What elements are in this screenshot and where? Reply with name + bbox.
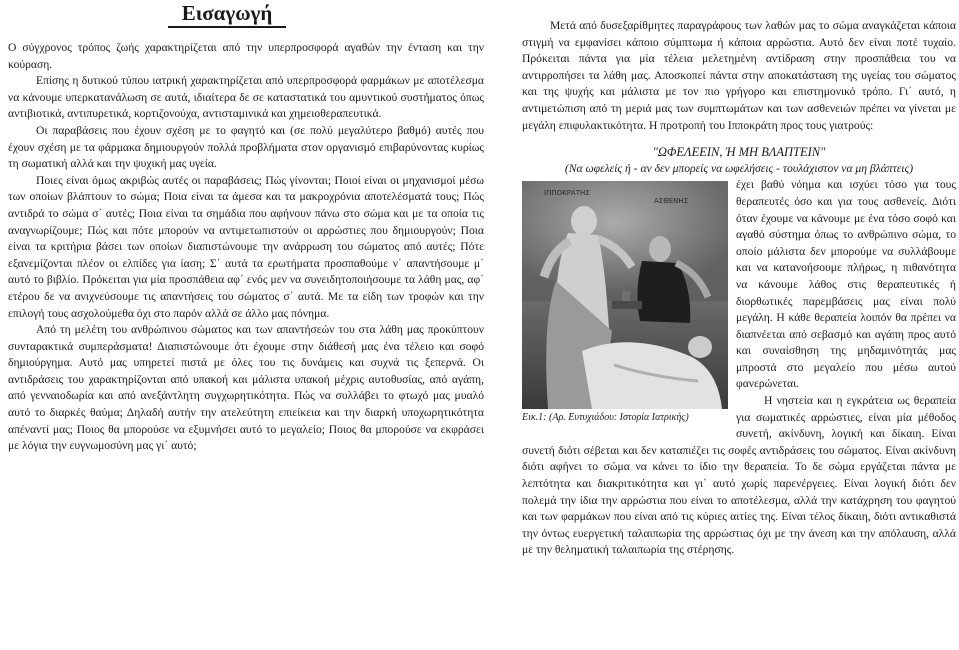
paragraph: Μετά από δυσεξαρίθμητες παραγράφους των λαθών μας το σώμα αναγκάζεται κάποια στιγμή να εμφανίσει κάποιο σύμπτωμα ή κάποια αρρώστια. Αυτό δεν είναι ποτέ τυχαίο. Πρόκειται πάντα για μία τέλεια μελετημένη αντίδραση στην προσπάθεια του να αντιρροπήσει τα λάθη μας. Αποσκοπεί πάντα στην αποκατάσταση της υγείας του σώματος και της ψυχής και μάλιστα με τον πιο γρήγορο και επιστημονικό τρόπο. Γι΄ αυτό, η αντιμετώπιση από τη μεριά μας των συμπτωμάτων και των ασθενειών πρέπει να γίνεται με μεγάλη επιφυλακτικότητα. Η προτροπή του Ιπποκράτη προς τους γιατρούς: [522,19,956,132]
figure-caption: Εικ.1: (Αρ. Ευτυχιάδου: Ιστορία Ιατρικής) [522,412,689,424]
hippocrates-motto [522,144,956,177]
paragraph: Ο σύγχρονος τρόπος ζωής χαρακτηρίζεται από την υπερπροσφορά αγαθών την ένταση και την κούραση. [8,41,484,71]
paragraph: Από τη μελέτη του ανθρώπινου σώματος και των απαντήσεών του στα λάθη μας προκύπτουν συνταρακτικά συμπεράσματα! Διαπιστώνουμε ότι έχουμε στην διάθεσή μας ένα τέλειο και σοφό δημιούργημα. Αυτό μας υπηρετεί πιστά με όλες του τις δυνάμεις και συχνά τις ξεπερνά. Οι αντιδράσεις του χαρακτηρίζονται από υπακοή και μάλιστα υπακοή μέχρις αυτοθυσίας, από αγάπη, από γενναιοδωρία και από ανεξάντλητη συγχωρητικότητα. Πώς να συλλάβει το φτωχό μας μυαλό αυτό το διαρκές θαύμα; Δηλαδή αυτήν την ατελεύτητη επιείκεια και την διαρκή υποχωρητικότητα απέναντί μας; Ποιος θα μπορούσε να εξυμνήσει αυτό το μεγαλείο; Ποιος θα μπορούσε να εκφράσει με λόγια την ευγνωμοσύνη μας γι΄ αυτό; [8,323,484,453]
motto-quote: "ΩΦΕΛΕΕΙΝ, Ή ΜΗ ΒΛΑΠΤΕΙΝ" [652,145,826,160]
paragraph: Ποιες είναι όμως ακριβώς αυτές οι παραβάσεις; Πώς γίνονται; Ποιοί είναι οι μηχανισμοί μέσω των οποίων βλάπτουν το σώμα; Ποια είναι τα άμεσα και τα μακροχρόνια αποτελέσματά τους; Πώς αντιδρά το σώμα σ΄ αυτές; Ποια είναι τα σημάδια που αφήνουν πάνω στο σώμα και με τα οποία τις αναγνωρίζουμε; Πώς και πότε μπορούν να αντιμετωπιστούν οι αρρώστιες που δημιουργούν; Ποια είναι τα κριτήρια βάσει των οποίων διαπιστώνουμε την ανάρρωση του σώματος από αυτές; Πότε εξανεμίζονται πλέον οι ελπίδες για ίαση; Σ΄ αυτά τα ερωτήματα προσπαθούμε ν΄ απαντήσουμε μ΄ αυτό το βιβλίο. Πρόκειται για μία προσπάθεια αφ΄ ενός μεν να συνειδητοποιήσουμε τα λάθη μας, αφ΄ ετέρου δε να ανιχνεύσουμε τις απαντήσεις του σώματος σ΄ αυτά. Με τα είδη των τροφών και την επιλογή τους ασχολούμεθα όχι στο παρόν αλλά σε άλλο μας πόνημα. [8,173,484,320]
paragraph: Οι παραβάσεις που έχουν σχέση με το φαγητό και (σε πολύ μεγαλύτερο βαθμό) αυτές που έχουν σχέση με τα φάρμακα δημιουργούν πολλά προβλήματα στον οργανισμό επιβαρύνοντας κυρίως τη σωματική αλλά και την ψυχική μας υγεία. [8,123,484,171]
motto-subtitle: (Να ωφελείς ή - αν δεν μπορείς να ωφελήσεις - τουλάχιστον να μη βλάπτεις) [564,161,914,175]
painting-image [522,181,728,409]
page-title: Εισαγωγή [168,0,286,28]
inscription-left: ΙΠΠΟΚΡΑΤΗΣ [544,189,590,198]
paragraph: Επίσης η δυτικού τύπου ιατρική χαρακτηρίζεται από υπερπροσφορά φαρμάκων με αποτέλεσμα να κάνουμε υπερκατανάλωση σε αυτά, ιδιαίτερα δε σε καταστατικά του αμυντικού συστήματος όπως αντιβιοτικά, αντιπυρετικά, κορτιζονούχα, αντισταμινικά και χημειοθεραπευτικά. [8,74,484,121]
paragraph: έχει βαθύ νόημα και ισχύει τόσο για τους θεραπευτές όσο και για τους ασθενείς. Διότι όταν έχουμε να κάνουμε με ένα τόσο σοφό και αγαθό σύστημα όπως το ανθρώπινο σώμα, το οποίο μάλιστα δεν μπορούμε να συλλάβουμε και να κατανοήσουμε πλήρως, η πιθανότητα να κάνουμε λάθος στις θεραπευτικές ή διορθωτικές παρεμβάσεις μας είναι πολύ μεγάλη. Η κάθε θεραπεία λοιπόν θα πρέπει να διαπνέεται από σεβασμό και αγάπη προς αυτό και συναίσθηση της μηδαμινότητάς μας μπροστά στο μεγαλείο που μέσω αυτού φανερώνεται. [736,178,956,391]
right-column [522,18,956,559]
left-column [8,40,484,455]
inscription-right: ΑΣΘΕΝΗΣ [654,197,689,206]
figure [522,181,728,427]
paragraph: Η νηστεία και η εγκράτεια ως θεραπεία για σωματικές αρρώστιες, είναι μία μέθοδος συνετή, ακίνδυνη, λογική και δίκαιη. Είναι συνετή διότι σέβεται και δεν καταπιέζει τις σοφές αντιδράσεις του σώματος. Είναι ακίνδυνη διότι αφήνει το σώμα να κάνει το ίδιο την θεραπεία. Το δε σώμα εργάζεται πάντα με λεπτότητα και διακριτικότητα και γι΄ αυτό χωρίς παρενέργειες. Είναι λογική διότι δεν πολεμά την ίδια την αρρώστια που είναι το αποτέλεσμα, αλλά την κατάχρηση του φαγητού και των φαρμάκων που είναι από τις κύριες αιτίες της. Είναι τέλος δίκαιη, διότι αντικαθιστά την όντως ευεργετική ταλαιπωρία της αρρώστιας όχι με την άνεση και την απόλαυση, αλλά με την θεληματική ταλαιπωρία της στέρησης. [522,394,956,557]
